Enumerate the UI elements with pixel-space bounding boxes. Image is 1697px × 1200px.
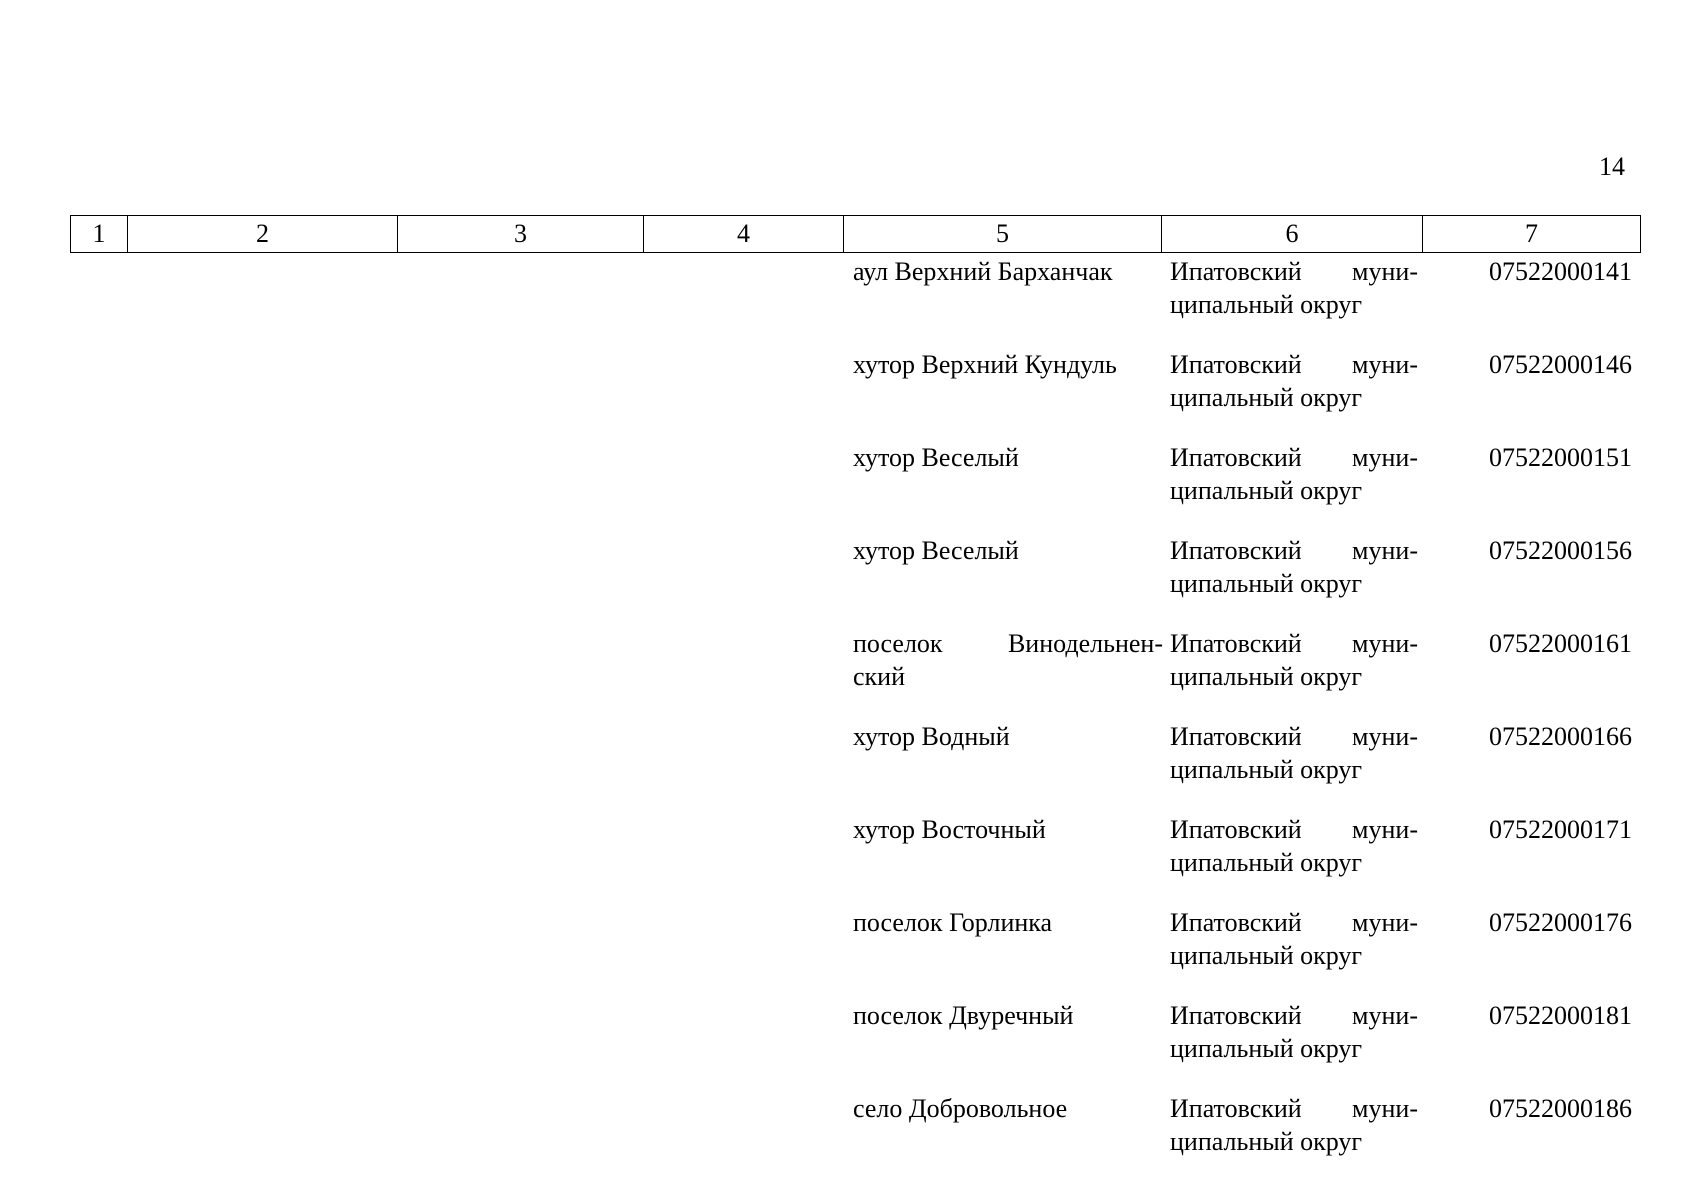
municipal-district-word: Ипатовский xyxy=(1170,1094,1302,1123)
settlement-name xyxy=(853,348,1163,381)
settlement-name xyxy=(853,999,1163,1032)
settlement-name xyxy=(853,813,1163,846)
municipal-district-word: Ипатовский xyxy=(1170,257,1302,286)
municipal-district-word: муни- xyxy=(1352,722,1418,751)
table-row xyxy=(845,534,1640,627)
settlement-name xyxy=(853,441,1163,474)
table-row xyxy=(845,255,1640,348)
municipal-district-line-2: ципальный округ xyxy=(1170,476,1363,505)
settlement-name-word: Винодельнен- xyxy=(1007,629,1163,658)
municipal-district-line-1 xyxy=(1170,348,1418,381)
municipal-district-word: муни- xyxy=(1352,257,1418,286)
municipal-district-line-2: ципальный округ xyxy=(1170,755,1363,784)
settlement-name xyxy=(853,534,1163,567)
column-number-1: 1 xyxy=(71,216,128,253)
municipal-district-line-2: ципальный округ xyxy=(1170,569,1363,598)
municipal-district-line-1 xyxy=(1170,441,1418,474)
column-number-5: 5 xyxy=(844,216,1162,253)
table-row xyxy=(845,999,1640,1092)
settlement-name xyxy=(853,1092,1163,1125)
municipal-district-word: Ипатовский xyxy=(1170,908,1302,937)
municipal-district-line-1 xyxy=(1170,720,1418,753)
settlement-name-word: поселок xyxy=(853,629,943,658)
settlement-name-line-1 xyxy=(853,441,1163,474)
settlement-name xyxy=(853,720,1163,753)
table-row xyxy=(845,1092,1640,1185)
column-number-2: 2 xyxy=(128,216,398,253)
settlement-name-line-1 xyxy=(853,906,1163,939)
column-header-table xyxy=(70,215,1641,253)
municipal-district xyxy=(1170,720,1418,786)
settlement-name xyxy=(853,906,1163,939)
oktmo-code: 07522000156 xyxy=(1489,536,1632,565)
municipal-district xyxy=(1170,534,1418,600)
municipal-district xyxy=(1170,1092,1418,1158)
municipal-district-line-2: ципальный округ xyxy=(1170,290,1363,319)
settlement-name-word: село Добровольное xyxy=(853,1094,1068,1123)
municipal-district-word: муни- xyxy=(1352,908,1418,937)
table-row xyxy=(845,441,1640,534)
municipal-district-line-2: ципальный округ xyxy=(1170,1034,1363,1063)
municipal-district xyxy=(1170,906,1418,972)
settlement-name-line-1 xyxy=(853,534,1163,567)
table-row xyxy=(845,627,1640,720)
oktmo-code: 07522000141 xyxy=(1489,257,1632,286)
oktmo-code: 07522000161 xyxy=(1489,629,1632,658)
oktmo-code: 07522000181 xyxy=(1489,1001,1632,1030)
settlement-name-line-1 xyxy=(853,627,1163,660)
settlement-list xyxy=(845,255,1640,1185)
municipal-district-line-1 xyxy=(1170,906,1418,939)
settlement-name-word: аул Верхний Барханчак xyxy=(853,257,1113,286)
oktmo-code: 07522000176 xyxy=(1489,908,1632,937)
table-row xyxy=(845,906,1640,999)
settlement-name-word: хутор Верхний Кундуль xyxy=(853,350,1117,379)
municipal-district xyxy=(1170,255,1418,321)
settlement-name-word: поселок Двуречный xyxy=(853,1001,1074,1030)
municipal-district xyxy=(1170,441,1418,507)
settlement-name-word: хутор Веселый xyxy=(853,536,1019,565)
municipal-district-line-1 xyxy=(1170,813,1418,846)
oktmo-code: 07522000186 xyxy=(1489,1094,1632,1123)
table-row xyxy=(845,720,1640,813)
municipal-district xyxy=(1170,627,1418,693)
municipal-district-word: муни- xyxy=(1352,815,1418,844)
municipal-district-line-2: ципальный округ xyxy=(1170,941,1363,970)
municipal-district-line-1 xyxy=(1170,534,1418,567)
settlement-name-line-2: ский xyxy=(853,662,905,691)
municipal-district-word: муни- xyxy=(1352,1001,1418,1030)
column-number-4: 4 xyxy=(644,216,844,253)
municipal-district-line-1 xyxy=(1170,255,1418,288)
oktmo-code: 07522000171 xyxy=(1489,815,1632,844)
municipal-district-word: Ипатовский xyxy=(1170,1001,1302,1030)
settlement-name-line-1 xyxy=(853,720,1163,753)
municipal-district-word: муни- xyxy=(1352,536,1418,565)
municipal-district-word: муни- xyxy=(1352,629,1418,658)
column-header-row xyxy=(71,216,1641,253)
settlement-name xyxy=(853,255,1163,288)
municipal-district xyxy=(1170,348,1418,414)
municipal-district-word: Ипатовский xyxy=(1170,350,1302,379)
municipal-district-word: муни- xyxy=(1352,350,1418,379)
municipal-district-word: Ипатовский xyxy=(1170,815,1302,844)
municipal-district-word: муни- xyxy=(1352,1094,1418,1123)
municipal-district-line-1 xyxy=(1170,999,1418,1032)
settlement-name-word: хутор Водный xyxy=(853,722,1010,751)
settlement-name-line-1 xyxy=(853,348,1163,381)
municipal-district-word: Ипатовский xyxy=(1170,722,1302,751)
settlement-name-line-1 xyxy=(853,1092,1163,1125)
oktmo-code: 07522000166 xyxy=(1489,722,1632,751)
municipal-district-word: муни- xyxy=(1352,443,1418,472)
municipal-district xyxy=(1170,813,1418,879)
settlement-name-line-1 xyxy=(853,813,1163,846)
municipal-district xyxy=(1170,999,1418,1065)
column-number-6: 6 xyxy=(1162,216,1423,253)
settlement-name-word: поселок Горлинка xyxy=(853,908,1053,937)
settlement-name-line-1 xyxy=(853,255,1163,288)
oktmo-code: 07522000146 xyxy=(1489,350,1632,379)
municipal-district-word: Ипатовский xyxy=(1170,443,1302,472)
municipal-district-word: Ипатовский xyxy=(1170,629,1302,658)
page-number: 14 xyxy=(1599,152,1625,181)
column-number-7: 7 xyxy=(1423,216,1641,253)
table-row xyxy=(845,813,1640,906)
column-number-3: 3 xyxy=(398,216,644,253)
table-row xyxy=(845,348,1640,441)
settlement-name-word: хутор Веселый xyxy=(853,443,1019,472)
oktmo-code: 07522000151 xyxy=(1489,443,1632,472)
municipal-district-word: Ипатовский xyxy=(1170,536,1302,565)
municipal-district-line-1 xyxy=(1170,627,1418,660)
municipal-district-line-2: ципальный округ xyxy=(1170,383,1363,412)
municipal-district-line-1 xyxy=(1170,1092,1418,1125)
settlement-name-word: хутор Восточный xyxy=(853,815,1046,844)
municipal-district-line-2: ципальный округ xyxy=(1170,848,1363,877)
municipal-district-line-2: ципальный округ xyxy=(1170,662,1363,691)
settlement-name xyxy=(853,627,1163,693)
municipal-district-line-2: ципальный округ xyxy=(1170,1127,1363,1156)
settlement-name-line-1 xyxy=(853,999,1163,1032)
